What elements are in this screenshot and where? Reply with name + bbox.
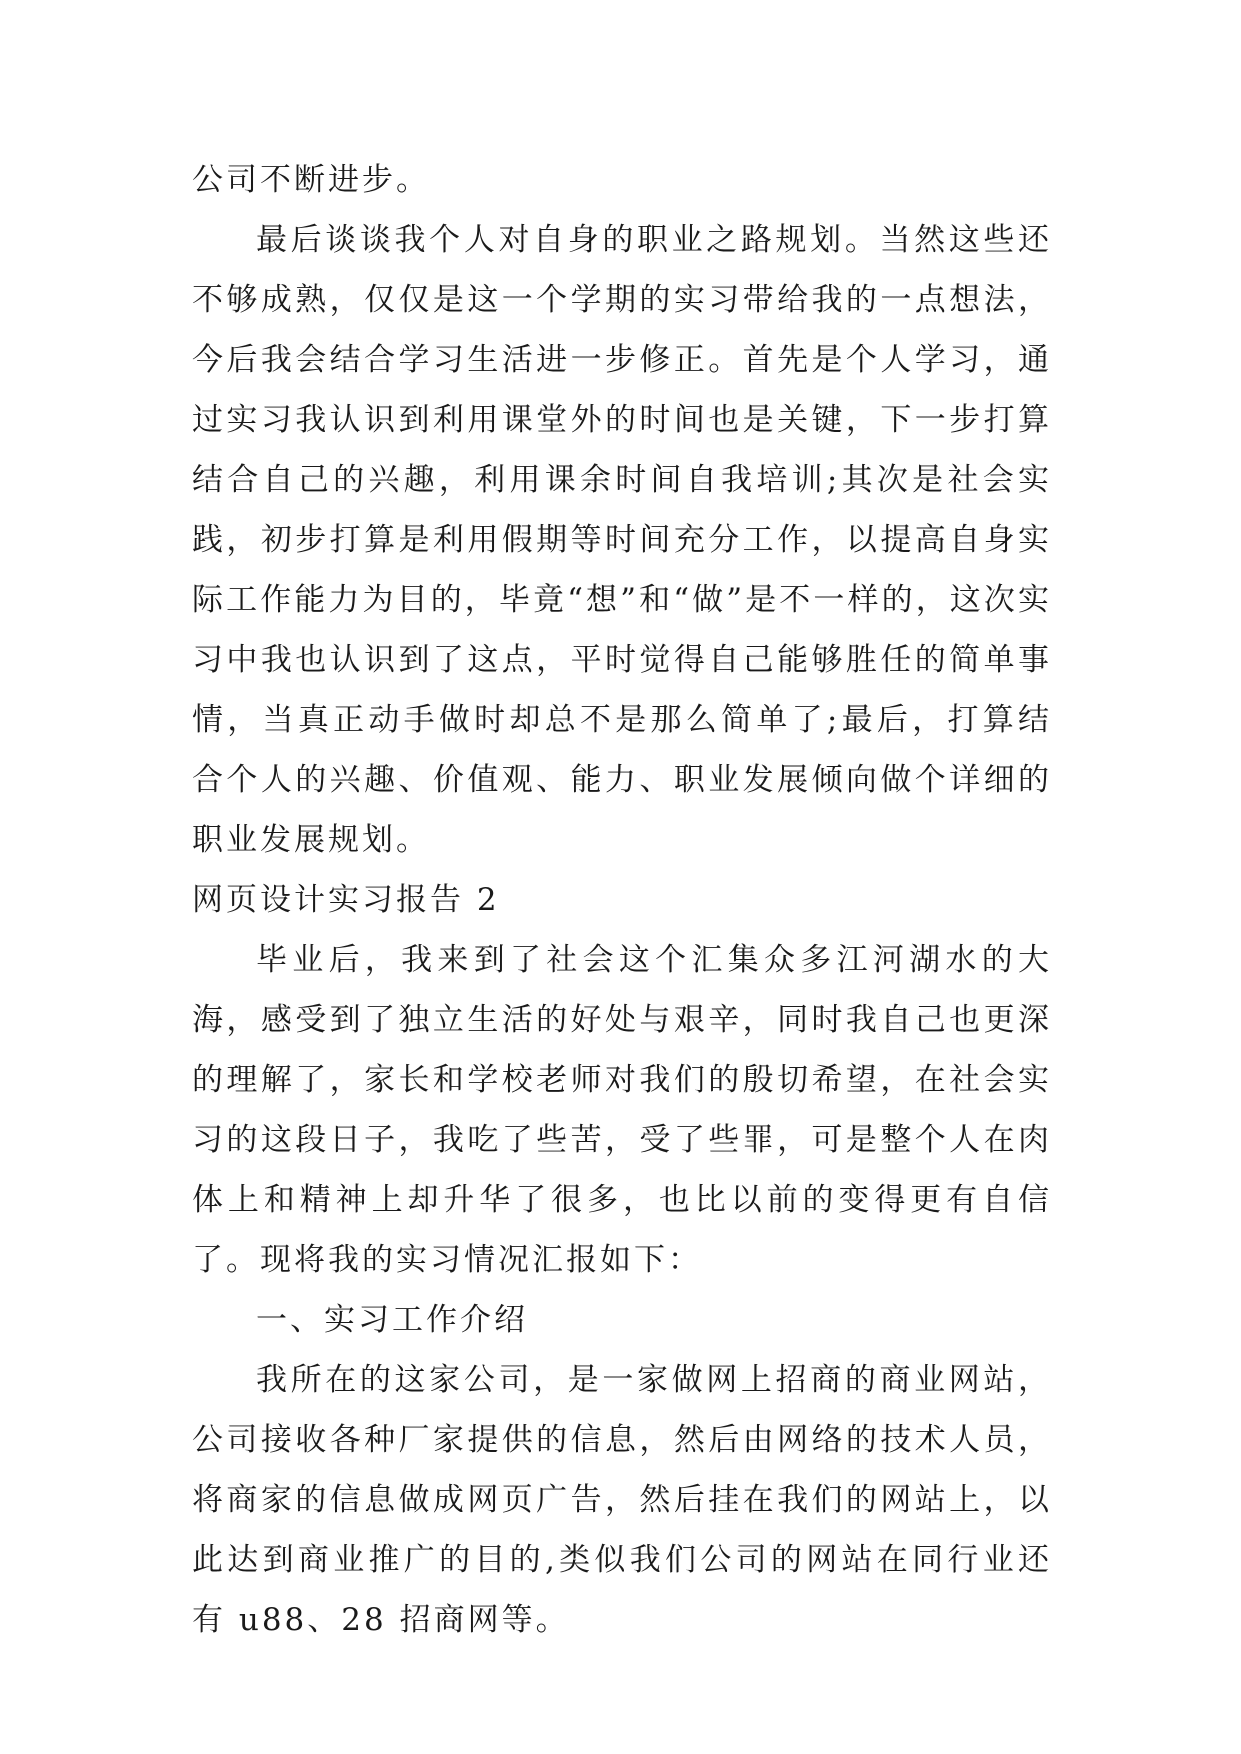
paragraph-continuation: 公司不断进步。 <box>192 162 430 198</box>
section-heading: 网页设计实习报告 2 <box>192 882 500 918</box>
paragraph-company-intro: 我所在的这家公司，是一家做网上招商的商业网站，公司接收各种厂家提供的信息，然后由网络的技术人员，将商家的信息做成网页广告，然后挂在我们的网站上，以此达到商业推广的目的,类似我们公司的网站在同行业还有 u88、28 招商网等。 <box>192 1362 1052 1638</box>
subheading-internship-intro: 一、实习工作介绍 <box>256 1302 528 1338</box>
paragraph-after-graduation: 毕业后，我来到了社会这个汇集众多江河湖水的大海，感受到了独立生活的好处与艰辛，同时我自己也更深的理解了，家长和学校老师对我们的殷切希望，在社会实习的这段日子，我吃了些苦，受了些罪，可是整个人在肉体上和精神上却升华了很多，也比以前的变得更有自信了。现将我的实习情况汇报如下： <box>192 942 1052 1278</box>
document-body <box>192 150 1052 1650</box>
paragraph-career-plan: 最后谈谈我个人对自身的职业之路规划。当然这些还不够成熟，仅仅是这一个学期的实习带给我的一点想法，今后我会结合学习生活进一步修正。首先是个人学习，通过实习我认识到利用课堂外的时间也是关键，下一步打算结合自己的兴趣，利用课余时间自我培训;其次是社会实践，初步打算是利用假期等时间充分工作，以提高自身实际工作能力为目的，毕竟“想”和“做”是不一样的，这次实习中我也认识到了这点，平时觉得自己能够胜任的简单事情，当真正动手做时却总不是那么简单了;最后，打算结合个人的兴趣、价值观、能力、职业发展倾向做个详细的职业发展规划。 <box>192 222 1052 858</box>
